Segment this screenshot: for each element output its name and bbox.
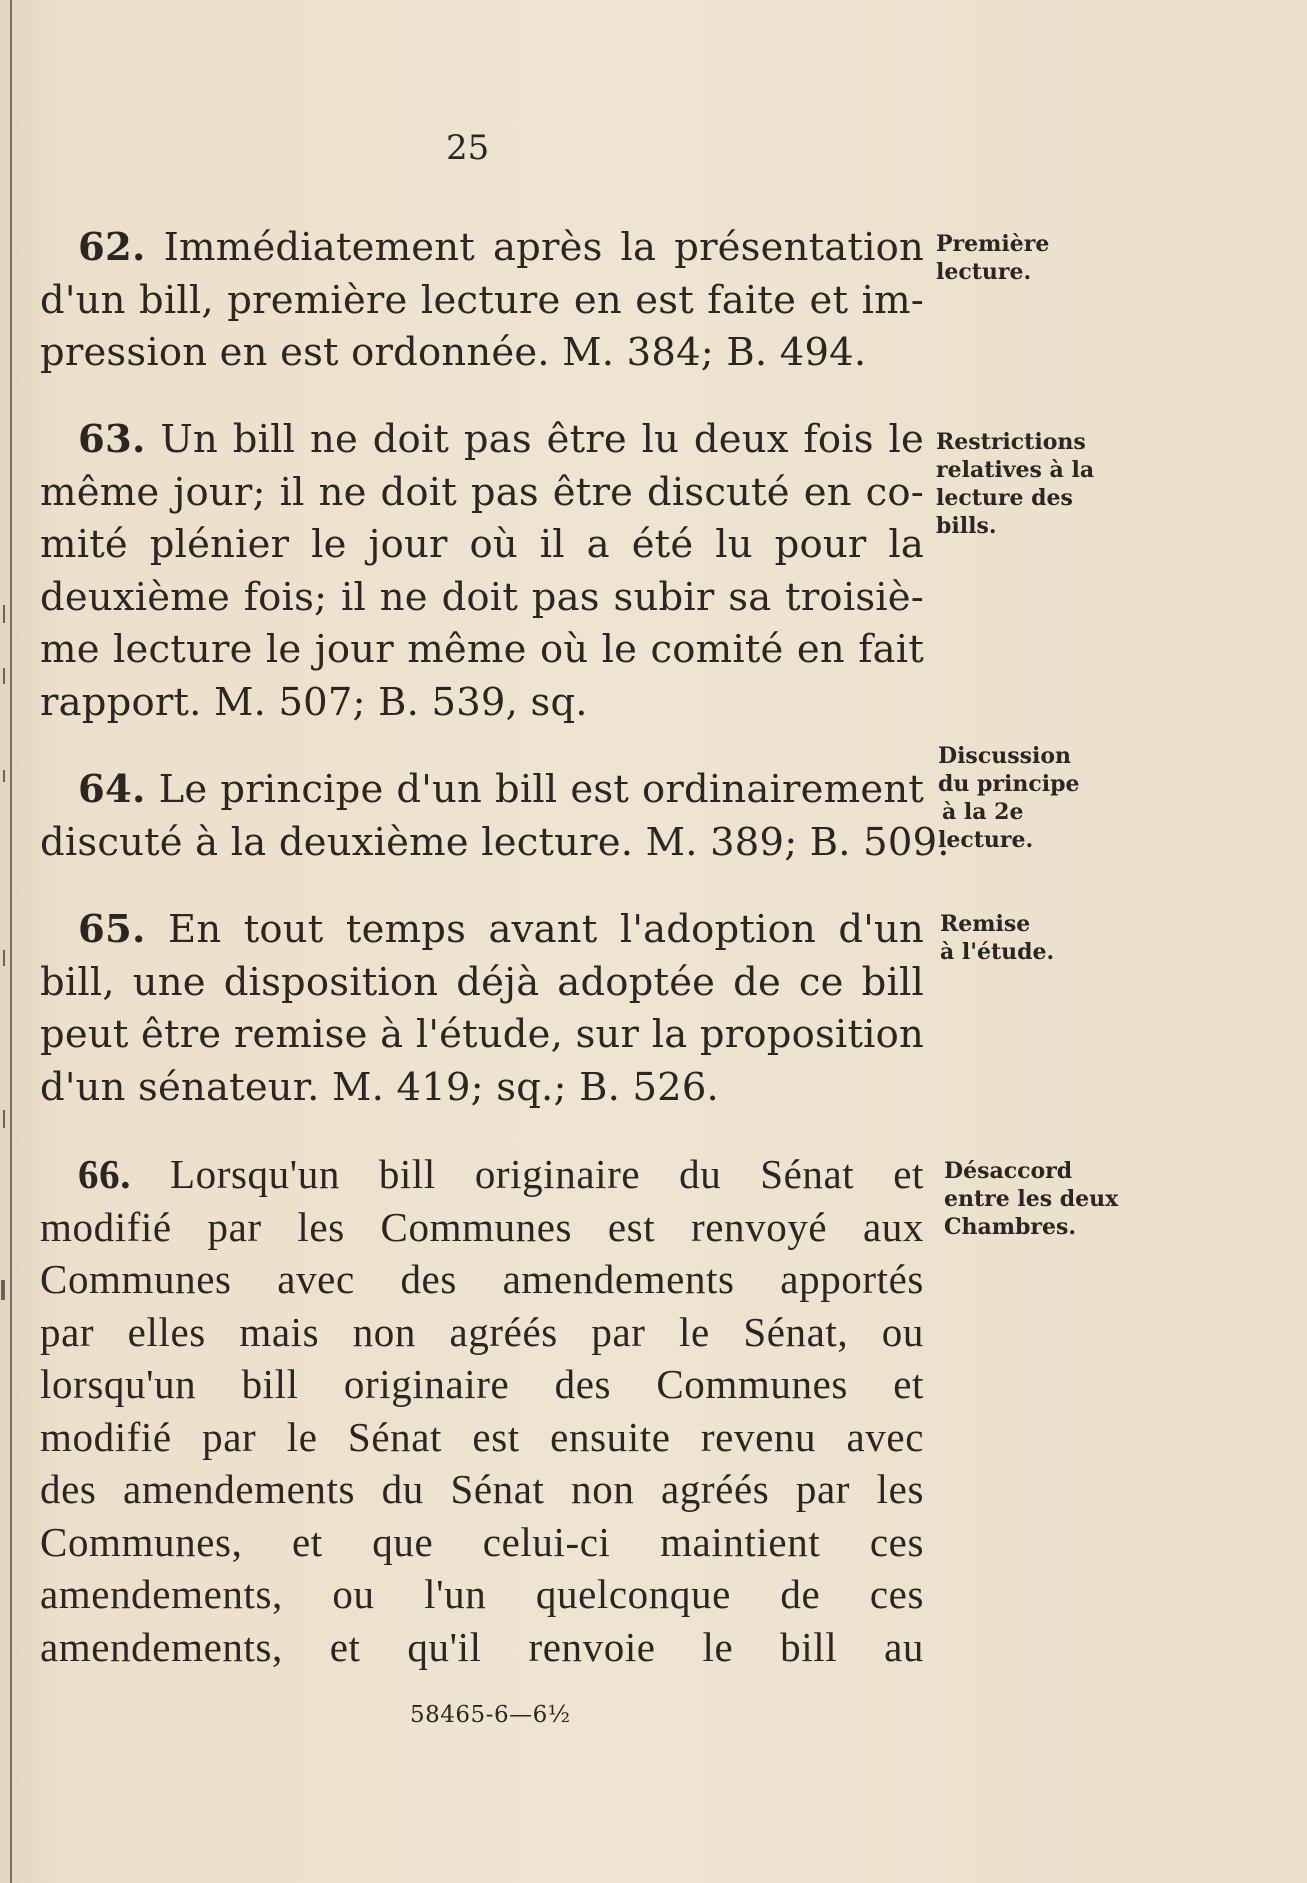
paragraph-66 [40,1148,924,1673]
paragraph-63 [40,414,924,729]
paragraph-66-line-5: lorsqu'un bill originaire des Communes et [40,1361,924,1407]
paragraph-65-line-4: d'un sénateur. M. 419; sq.; B. 526. [40,1064,719,1110]
margin-note-66: Désaccord entre les deux Chambres. [944,1158,1119,1240]
paragraph-65-line-2: bill, une disposition déjà adoptée de ce bill [40,959,924,1005]
paragraph-65-line-3: peut être remise à l'étude, sur la proposition [40,1012,924,1057]
page-number: 25 [446,128,490,168]
paragraph-64-line-2: discuté à la deuxième lecture. M. 389; B. 509. [40,819,950,865]
paragraph-65-line-1: 65. En tout temps avant l'adoption d'un [78,907,924,952]
paragraph-66-line-4: par elles mais non agréés par le Sénat, ou [40,1308,924,1355]
paragraph-65-number: 65. [78,907,146,952]
margin-note-65: Remise à l'étude. [940,911,1055,965]
paragraph-62-line-3: pression en est ordonnée. M. 384; B. 494. [40,330,867,375]
paragraph-63-line-5: me lecture le jour même où le comité en fait [40,627,924,672]
paragraph-66-line-2: modifié par les Communes est renvoyé aux [40,1203,924,1250]
margin-note-62: Première lecture. [936,231,1050,285]
paragraph-66-line-9: amendements, ou l'un quelconque de ces [40,1571,924,1617]
binding-edge-marks [0,0,10,1883]
paragraph-62-line-1: 62. Immédiatement après la présentation [78,225,924,270]
margin-note-63: Restrictions relatives à la lecture des bills. [936,429,1095,539]
paragraph-63-line-3: mité plénier le jour où il a été lu pour la [40,522,924,567]
printer-code-footer: 58465-6—6½ [410,1702,571,1728]
paragraph-62-number: 62. [78,225,146,270]
paragraph-63-line-1: 63. Un bill ne doit pas être lu deux fois le [78,417,924,462]
paragraph-66-line-6: modifié par le Sénat est ensuite revenu avec [40,1413,924,1460]
paragraph-63-line-4: deuxième fois; il ne doit pas subir sa troisiè- [40,574,924,620]
paragraph-66-line-8: Communes, et que celui-ci maintient ces [40,1518,924,1565]
paragraph-66-line-3: Communes avec des amendements apportés [40,1256,924,1302]
paragraph-64-line-1: 64. Le principe d'un bill est ordinairement [78,767,924,812]
binding-edge-line [10,0,12,1883]
paragraph-63-line-2: même jour; il ne doit pas être discuté en co- [40,469,924,515]
paragraph-64-number: 64. [78,767,146,812]
paragraph-62 [40,222,924,380]
paragraph-65 [40,904,924,1114]
paragraph-66-line-1: 66. Lorsqu'un bill originaire du Sénat et [78,1151,925,1197]
paragraph-66-line-7: des amendements du Sénat non agréés par les [40,1466,924,1512]
paragraph-62-line-2: d'un bill, première lecture en est faite et im- [40,277,924,323]
paragraph-66-line-10: amendements, et qu'il renvoie le bill au [40,1623,924,1670]
paragraph-63-line-6: rapport. M. 507; B. 539, sq. [40,679,588,725]
paragraph-64 [40,764,950,869]
margin-note-64: Discussion du principe à la 2e lecture. [938,743,1080,853]
paragraph-63-number: 63. [78,417,146,462]
paragraph-66-number: 66. [78,1151,132,1197]
